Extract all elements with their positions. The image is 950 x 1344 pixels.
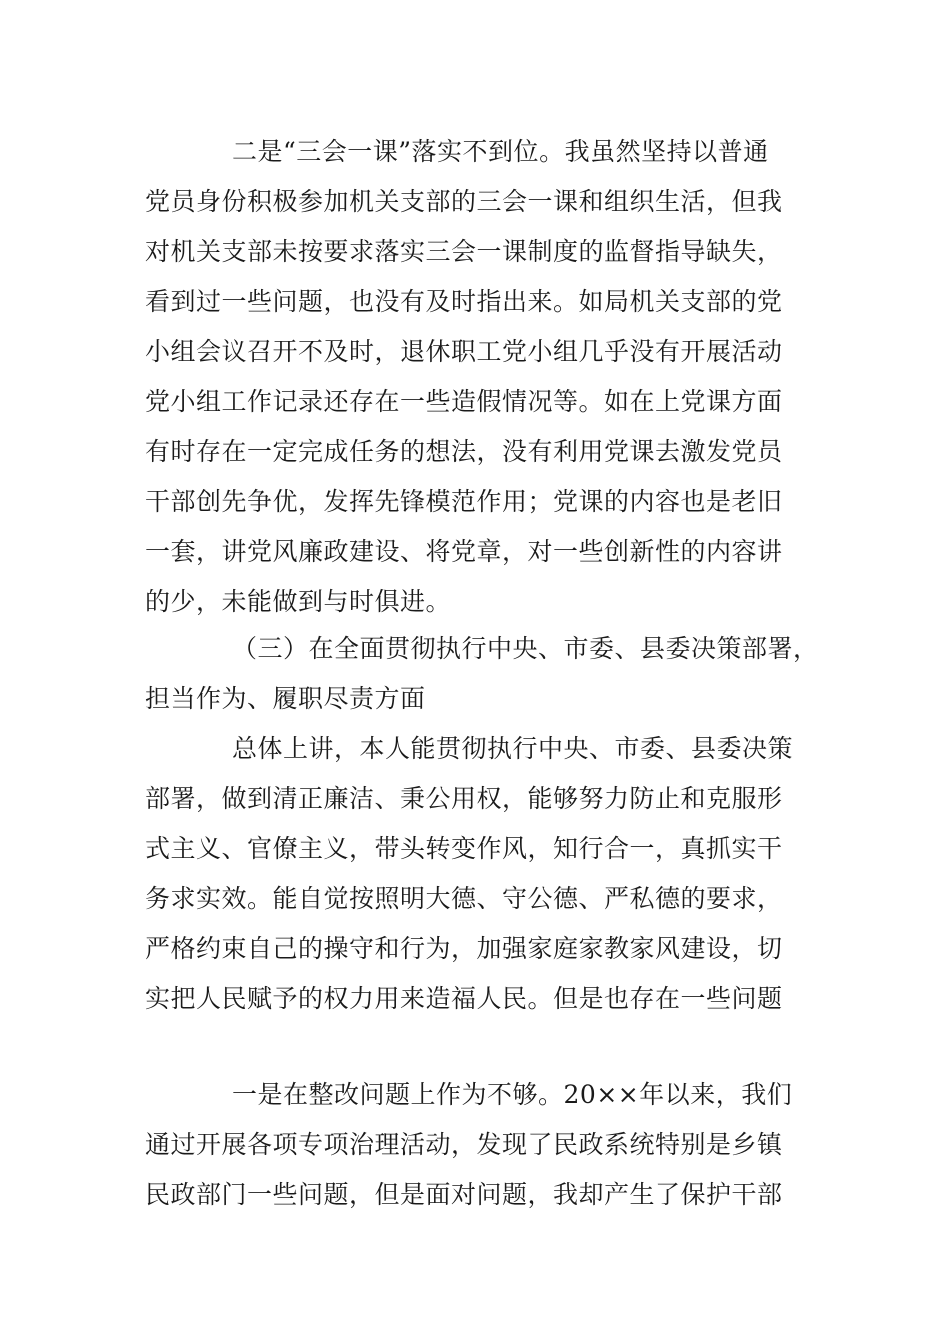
section-heading-line-2: 担当作为、履职尽责方面 [145,684,426,713]
paragraph-line-8: 干部创先争优，发挥先锋模范作用；党课的内容也是老旧 [145,487,783,516]
paragraph-line-16: 实把人民赋予的权力用来造福人民。但是也存在一些问题 [145,984,783,1013]
paragraph-line-3: 对机关支部未按要求落实三会一课制度的监督指导缺失， [145,237,783,266]
paragraph-line-15: 严格约束自己的操守和行为，加强家庭家教家风建设，切 [145,934,783,963]
paragraph-line-6: 党小组工作记录还存在一些造假情况等。如在上党课方面 [145,387,783,416]
paragraph-line-12: 部署，做到清正廉洁、秉公用权，能够努力防止和克服形 [145,784,783,813]
paragraph-line-2: 党员身份积极参加机关支部的三会一课和组织生活，但我 [145,187,783,216]
paragraph-line-7: 有时存在一定完成任务的想法，没有利用党课去激发党员 [145,437,783,466]
paragraph-line-1: 二是“三会一课”落实不到位。我虽然坚持以普通 [232,137,769,166]
paragraph-line-9: 一套，讲党风廉政建设、将党章，对一些创新性的内容讲 [145,537,783,566]
paragraph-line-13: 式主义、官僚主义，带头转变作风，知行合一，真抓实干 [145,834,783,863]
section-heading-line-1: （三）在全面贯彻执行中央、市委、县委决策部署， [232,634,819,663]
paragraph-line-10: 的少，未能做到与时俱进。 [145,587,452,616]
paragraph-line-19: 民政部门一些问题，但是面对问题，我却产生了保护干部 [145,1180,783,1209]
paragraph-line-17: 一是在整改问题上作为不够。20××年以来，我们 [232,1080,793,1109]
paragraph-line-18: 通过开展各项专项治理活动，发现了民政系统特别是乡镇 [145,1130,783,1159]
paragraph-line-14: 务求实效。能自觉按照明大德、守公德、严私德的要求， [145,884,783,913]
paragraph-line-5: 小组会议召开不及时，退休职工党小组几乎没有开展活动 [145,337,783,366]
paragraph-line-4: 看到过一些问题，也没有及时指出来。如局机关支部的党 [145,287,783,316]
paragraph-line-11: 总体上讲，本人能贯彻执行中央、市委、县委决策 [232,734,794,763]
